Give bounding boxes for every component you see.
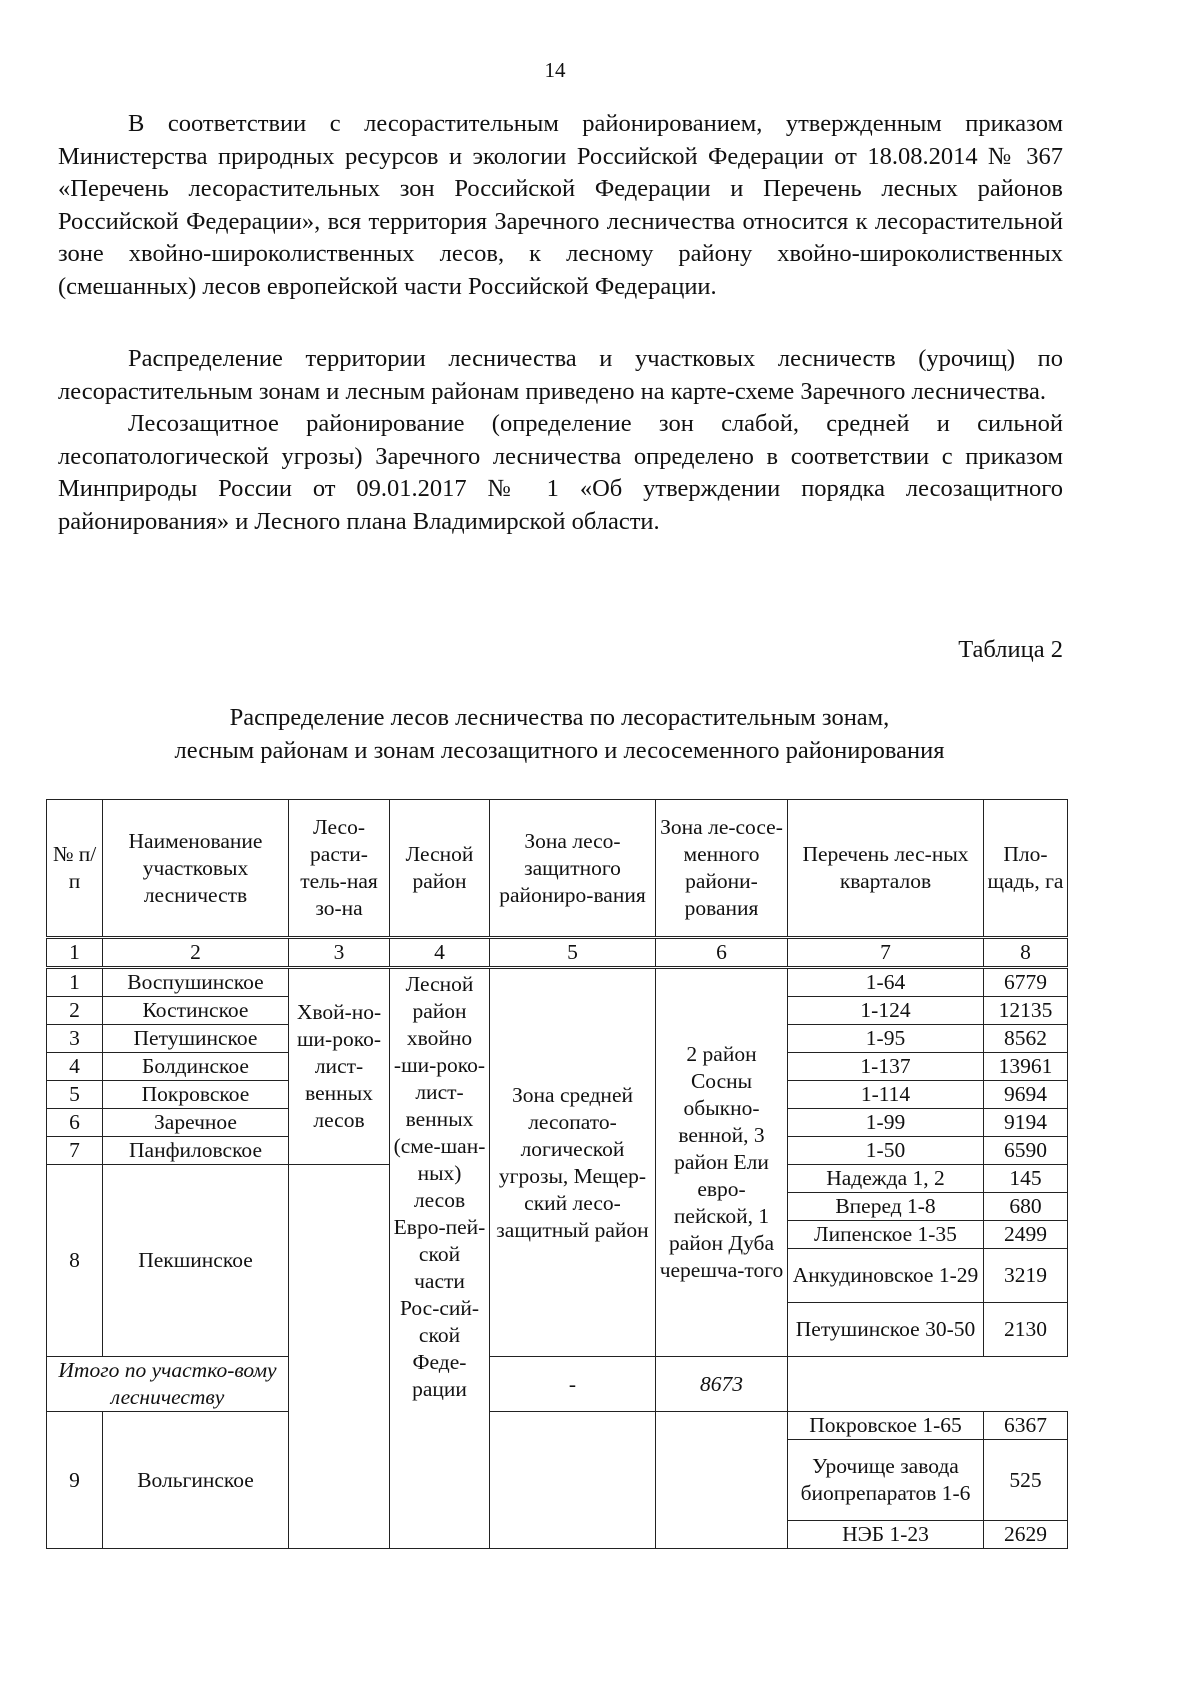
table-row bbox=[47, 968, 1068, 997]
row-name: Заречное bbox=[103, 1109, 289, 1137]
row-quarters: Липенское 1-35 bbox=[788, 1221, 984, 1249]
page-number: 14 bbox=[544, 58, 566, 82]
table-label: Таблица 2 bbox=[958, 636, 1063, 663]
column-number: 8 bbox=[984, 938, 1068, 968]
row-area: 9194 bbox=[984, 1109, 1068, 1137]
column-number: 3 bbox=[289, 938, 390, 968]
column-number: 5 bbox=[490, 938, 656, 968]
row-quarters: Вперед 1-8 bbox=[788, 1193, 984, 1221]
row-quarters: 1-99 bbox=[788, 1109, 984, 1137]
row-quarters: 1-95 bbox=[788, 1025, 984, 1053]
table-caption bbox=[58, 701, 1061, 767]
table-caption-line: лесным районам и зонам лесозащитного и лесосеменного районирования bbox=[174, 737, 945, 764]
column-number: 2 bbox=[103, 938, 289, 968]
merged-district: Лесной район хвойно -ши-роко-лист-венных (сме-шан-ных) лесов Евро-пей-ской части Рос-сий-ской Феде-рации bbox=[390, 968, 490, 1549]
subtotal-row bbox=[47, 1357, 1068, 1412]
row-area: 6590 bbox=[984, 1137, 1068, 1165]
row-area: 3219 bbox=[984, 1249, 1068, 1303]
header-no: № п/п bbox=[47, 800, 103, 938]
row-name: Воспушинское bbox=[103, 968, 289, 997]
row-quarters: Надежда 1, 2 bbox=[788, 1165, 984, 1193]
table-caption-line: Распределение лесов лесничества по лесорастительным зонам, bbox=[229, 704, 890, 731]
row-quarters: Урочище завода биопрепаратов 1-6 bbox=[788, 1440, 984, 1521]
merged-protect: Зона средней лесопато-логической угрозы, Мещер-ский лесо-защитный район bbox=[490, 968, 656, 1357]
seed-continuation bbox=[656, 1412, 788, 1549]
column-number-row bbox=[47, 938, 1068, 968]
header-district: Лесной район bbox=[390, 800, 490, 938]
row-no: 9 bbox=[47, 1412, 103, 1549]
row-quarters: Анкудиновское 1-29 bbox=[788, 1249, 984, 1303]
row-no: 4 bbox=[47, 1053, 103, 1081]
table-row bbox=[47, 1412, 1068, 1440]
paragraph: Лесозащитное районирование (определение зон слабой, средней и сильной лесопатологической угрозы) Заречного лесничества определено в соответствии с приказом Минприроды России от 09.01.2017 № 1 «Об утверждении порядка лесозащитного районирования» и Лесного плана Владимирской области. bbox=[58, 410, 1063, 535]
row-quarters: Петушинское 30-50 bbox=[788, 1303, 984, 1357]
paragraph: В соответствии с лесорастительным районированием, утвержденным приказом Министерства природных ресурсов и экологии Российской Федерации от 18.08.2014 № 367 «Перечень лесорастительных зон Российской Федерации и Перечень лесных районов Российской Федерации», вся территория Заречного лесничества относится к лесорастительной зоне хвойно-широколиственных лесов, к лесному району хвойно-широколиственных (смешанных) лесов европейской части Российской Федерации. bbox=[58, 110, 1063, 300]
row-area: 13961 bbox=[984, 1053, 1068, 1081]
table-header-row bbox=[47, 800, 1068, 938]
subtotal-area: 8673 bbox=[656, 1357, 788, 1412]
zone-continuation bbox=[289, 1165, 390, 1549]
row-area: 145 bbox=[984, 1165, 1068, 1193]
row-area: 6779 bbox=[984, 968, 1068, 997]
row-no: 2 bbox=[47, 997, 103, 1025]
header-protect: Зона лесо-защитного райониро-вания bbox=[490, 800, 656, 938]
row-area: 680 bbox=[984, 1193, 1068, 1221]
paragraph: Распределение территории лесничества и участковых лесничеств (урочищ) по лесорастительным зонам и лесным районам приведено на карте-схеме Заречного лесничества. bbox=[58, 345, 1063, 405]
subtotal-quarters: - bbox=[490, 1357, 656, 1412]
row-no: 1 bbox=[47, 968, 103, 997]
row-name: Вольгинское bbox=[103, 1412, 289, 1549]
column-number: 7 bbox=[788, 938, 984, 968]
row-quarters: 1-137 bbox=[788, 1053, 984, 1081]
row-area: 12135 bbox=[984, 997, 1068, 1025]
header-zone: Лесо-расти-тель-ная зо-на bbox=[289, 800, 390, 938]
merged-seed: 2 район Сосны обыкно-венной, 3 район Ели евро-пейской, 1 район Дуба черешча-того bbox=[656, 968, 788, 1357]
row-area: 2130 bbox=[984, 1303, 1068, 1357]
column-number: 6 bbox=[656, 938, 788, 968]
column-number: 4 bbox=[390, 938, 490, 968]
row-area: 6367 bbox=[984, 1412, 1068, 1440]
row-quarters: 1-114 bbox=[788, 1081, 984, 1109]
header-quarters: Перечень лес-ных кварталов bbox=[788, 800, 984, 938]
row-area: 8562 bbox=[984, 1025, 1068, 1053]
row-name: Болдинское bbox=[103, 1053, 289, 1081]
row-area: 2629 bbox=[984, 1521, 1068, 1549]
header-area: Пло-щадь, га bbox=[984, 800, 1068, 938]
row-quarters: НЭБ 1-23 bbox=[788, 1521, 984, 1549]
row-no: 7 bbox=[47, 1137, 103, 1165]
row-quarters: 1-124 bbox=[788, 997, 984, 1025]
row-name: Петушинское bbox=[103, 1025, 289, 1053]
row-no: 3 bbox=[47, 1025, 103, 1053]
row-area: 9694 bbox=[984, 1081, 1068, 1109]
row-name: Костинское bbox=[103, 997, 289, 1025]
header-name: Наименование участковых лесничеств bbox=[103, 800, 289, 938]
paragraph-2-block bbox=[58, 343, 1063, 538]
column-number: 1 bbox=[47, 938, 103, 968]
protect-continuation bbox=[490, 1412, 656, 1549]
row-quarters: 1-50 bbox=[788, 1137, 984, 1165]
row-quarters: Покровское 1-65 bbox=[788, 1412, 984, 1440]
row-no: 8 bbox=[47, 1165, 103, 1357]
header-seed: Зона ле-сосе-менного райони-рования bbox=[656, 800, 788, 938]
row-name: Панфиловское bbox=[103, 1137, 289, 1165]
row-name: Пекшинское bbox=[103, 1165, 289, 1357]
row-no: 6 bbox=[47, 1109, 103, 1137]
forest-distribution-table bbox=[46, 799, 1068, 1549]
row-no: 5 bbox=[47, 1081, 103, 1109]
paragraph-1-block bbox=[58, 108, 1063, 303]
row-name: Покровское bbox=[103, 1081, 289, 1109]
merged-zone: Хвой-но-ши-роко-лист-венных лесов bbox=[289, 968, 390, 1165]
row-area: 525 bbox=[984, 1440, 1068, 1521]
row-area: 2499 bbox=[984, 1221, 1068, 1249]
row-quarters: 1-64 bbox=[788, 968, 984, 997]
subtotal-label: Итого по участко-вому лесничеству bbox=[47, 1357, 289, 1412]
